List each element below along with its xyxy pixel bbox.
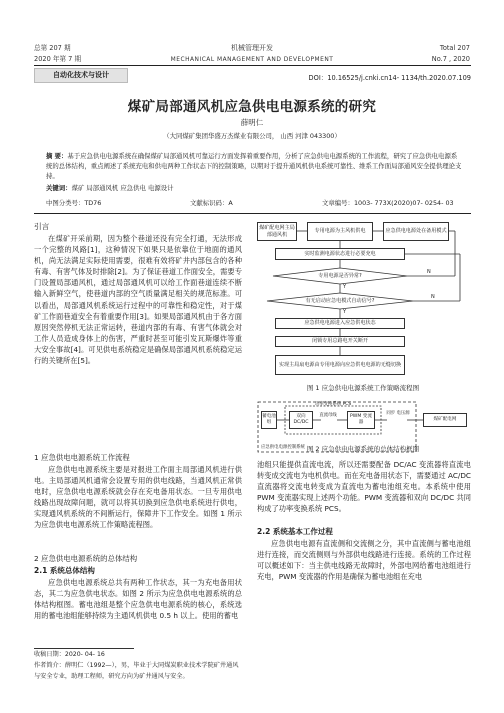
abstract: [46, 151, 462, 182]
node-dedicated-supply: 专用电源为主风机供电: [307, 222, 373, 241]
article-number: 文章编号：1003- 773X(2020)07- 0254- 03: [322, 199, 454, 207]
section-2-heading: 2 应急供电电源系统的总体结构: [34, 554, 138, 563]
section-2-1-heading: 2.1 系统总体结构: [34, 566, 95, 575]
node-supply-abnormal: 专用电源是否异常?: [318, 273, 362, 279]
header-rule: [34, 65, 471, 66]
label-yes-2: Y: [343, 309, 347, 315]
block-pwm-converter: PWM 变流器: [347, 411, 375, 429]
footnote-received: 收稿日期：2020- 04- 16: [34, 651, 105, 658]
footnote-rule: [34, 648, 134, 649]
node-fan-mains: 煤矿配电网主局部通风机: [257, 222, 297, 241]
label-sync-voltage: 同步 电压源: [386, 411, 410, 416]
node-seamless-switch: 实现主局扇电源由专用电源向应急供电电源的无缝切换: [275, 355, 405, 375]
abstract-text: 基于应急供电电源系统在确保煤矿局部通风机可靠运行方面发挥着重要作用，分析了应急供电电源系统的工作流程，研究了应急供电电源系统的总体结构，重点阐述了系统充电和供电两种工作状态下的控制策略，以期对于提升通风机供电系统可靠性、维系工作面局部通风安全提供理论支持。: [46, 152, 462, 181]
section-2-1-paragraph: 应急供电电源系统总共有两种工作状态，其一为充电备用状态，其二为应急供电状态。如图 2 所示为应急供电电源系统的总体结构框图。蓄电池组是整个应急供电电源系统的核心，系统选用的蓄电池组能够持续为主通风机供电 0.5 h 以上。使用的蓄电: [34, 578, 242, 621]
affiliation: （大同煤矿集团华盛万杰煤业有限公司， 山西 河津 043300）: [163, 132, 341, 140]
keywords-label: 关键词：: [46, 184, 72, 192]
block-battery: 蓄电池组: [261, 411, 277, 429]
section-1-paragraph: 应急供电电源系统主要是对报进工作面主局部通风机进行供电。主局部通风机通常会设置专用的供电线路，当通风机正常供电时，应急供电电源系统就会存在充电备用状态。一旦专用供电线路出现故障问题，就可以将其切换到应急供电系统进行供电，实现通风机系统的不间断运行，保障井下工作安全。如图 1 所示为应急供电电源系统工作策略流程图。: [34, 465, 242, 530]
journal-issue-year: 2020 年第 7 期: [34, 55, 82, 63]
label-no-1: N: [427, 269, 431, 275]
journal-issue-total: 总第 207 期: [34, 44, 71, 52]
doi: DOI：10.16525/j.cnki.cn14- 1134/th.2020.07.109: [308, 74, 471, 82]
paper-title: 煤矿局部通风机应急供电电源系统的研究: [127, 99, 377, 115]
node-lock-switch: 闭锁专用总路电开关断开: [275, 336, 405, 347]
section-2-2-heading: 2.2 系统基本工作过程: [257, 527, 333, 536]
section-1-heading: 1 应急供电电源系统工作流程: [34, 453, 130, 462]
journal-name-cn: 机械管理开发: [231, 44, 273, 52]
abstract-rule: [34, 213, 471, 214]
journal-name-en: MECHANICAL MANAGEMENT AND DEVELOPMENT: [170, 57, 334, 63]
section-2-2-paragraph: 应急供电电源有直流侧和交流侧之分，其中直流侧与蓄电池组进行连接，而交流侧则与外部供电线路进行连接。系统的工作过程可以概述如下：当主供电线路无故障时，外部电网给蓄电池组进行充电，PWM 变流器的作用是确保为蓄电池组在充电: [257, 539, 471, 582]
node-standby-mode: 应急供电电源处在备用模式: [383, 222, 449, 241]
block-power-grid: 煤矿配电网: [423, 413, 467, 427]
intro-paragraph: 在煤矿开采前期，因为整个巷道还没有完全打通，无法形成一个完整的风路[1]，这种情况下如果只是依靠位于地面的通风机，尚无法满足实际使用需要，很难有效将矿井内部包含的各种有毒、有害气体及时排除[2]。为了保证巷道工作面安全，需要专门设置局部通风机，通过局部通风机可以给工作面巷道连续不断输入新鲜空气，使巷道内部的空气质量满足相关的规范标准。可以看出，局部通风机系统运行过程中的可靠性和稳定性，对于煤矿工作面巷道安全有着重要作用[3]。如果局部通风机由于各方面原因突然停机无法正常运转，巷道内部的有毒、有害气体就会对工作人员造成身体上的伤害，严重时甚至可能引发瓦斯爆炸等重大安全事故[4]。可见供电系统稳定是确保局部通风机系统稳定运行的关键所在[5]。: [34, 234, 242, 366]
right-column-paragraph-1: 池组只能提供直流电流，所以还需要配备 DC/AC 变流器将直流电转变成交流电为电机供电。而在充电备用状态下，需要通过 AC/DC 直流器将交流电转变成为直流电为蓄电池组充电。本系统中使用 PWM 变流器实现上述两个功能。PWM 变流器和双向 DC/DC 共同构成了功率变换系统 PCS。: [257, 460, 471, 514]
label-pcs: 功率变换系统 PCS: [314, 402, 352, 407]
intro-heading: 引言: [34, 222, 50, 231]
author: 薛明仁: [240, 118, 264, 127]
block-bidirectional-dcdc: 双向 DC/DC: [289, 411, 313, 429]
keywords: [46, 183, 462, 193]
document-code: 文献标识码：A: [190, 199, 233, 207]
node-start-signal: 有无启动应急电模式自动信号?: [305, 298, 375, 304]
label-yes-1: Y: [343, 284, 347, 290]
node-emergency-supply: 应急供电电源进入应急供电状态: [275, 318, 405, 329]
keywords-text: 煤矿 局部通风机 应急供电 电源设计: [71, 184, 174, 192]
label-dc-bus: 直流母线: [319, 413, 337, 418]
label-no-2: N: [431, 294, 435, 300]
section-tag: 自动化技术与设计: [34, 68, 128, 83]
figure-1-caption: 图 1 应急供电电源系统工作策略流程图: [306, 384, 420, 392]
journal-number-en: No.7 , 2020: [431, 55, 470, 63]
figure-2-caption: 图 2 应急供电电源系统的总体结构框图: [306, 445, 420, 453]
abstract-label: 摘 要：: [46, 152, 68, 160]
node-monitor-charge: 实时监测电源状态进行必要充电: [275, 248, 405, 260]
footnote-author-bio: 作者简介：薛明仁（1992—），男，毕业于大同煤炭职业技术学院矿井通风与安全专业，助理工程师，研究方向为矿井通风与安全。: [34, 662, 239, 680]
clc-number: 中图分类号：TD76: [46, 199, 102, 207]
journal-total-en: Total 207: [439, 44, 470, 52]
label-control-system: 应急供电电源控制系统: [261, 445, 305, 450]
